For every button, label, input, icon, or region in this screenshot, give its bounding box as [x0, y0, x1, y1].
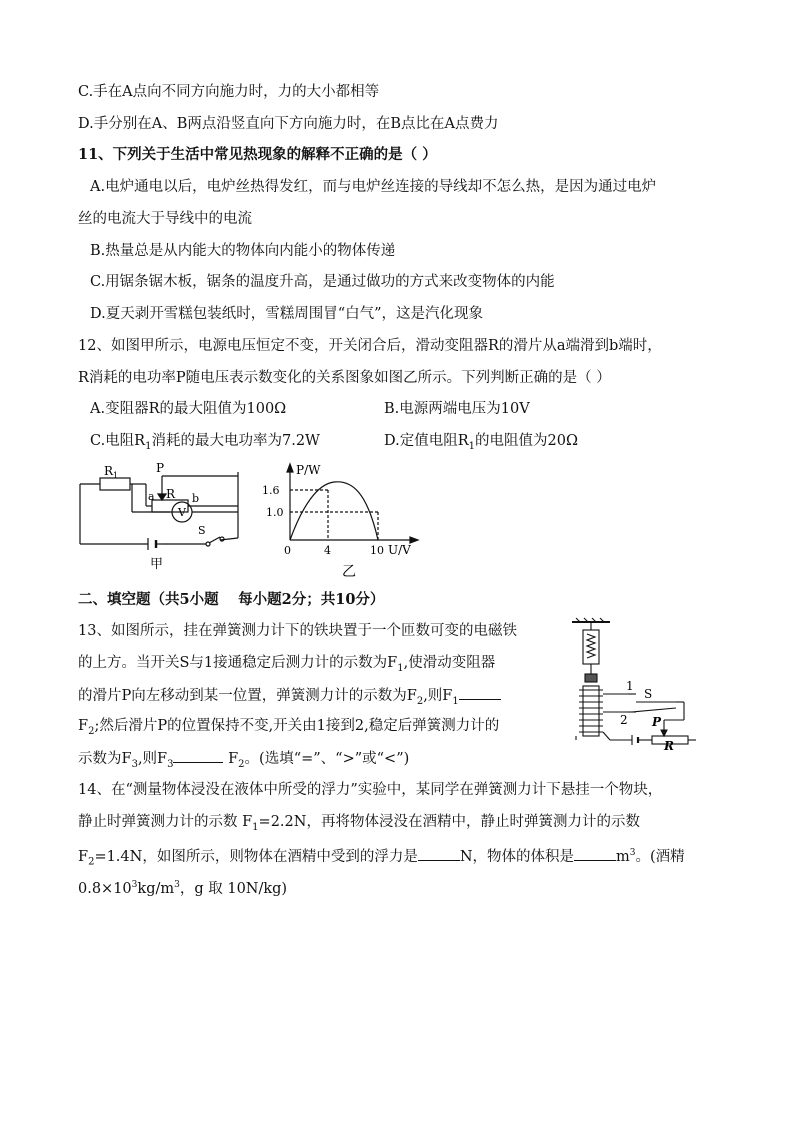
graph-x-tick-10: 10	[370, 544, 384, 557]
q13-blank-1[interactable]	[459, 685, 501, 700]
q12-option-b: B.电源两端电压为10V	[384, 401, 530, 417]
circuit-p-label: P	[156, 462, 165, 475]
q13-line4: $F_2$;然后滑片P的位置保持不变,开关由1接到2,稳定后弹簧测力计的	[78, 718, 500, 737]
q12-stem-line2: R消耗的电功率P随电压表示数变化的关系图象如图乙所示。下列判断正确的是（ ）	[78, 370, 611, 386]
q14-blank-1[interactable]	[418, 846, 460, 861]
q13-fig-label-2: 2	[620, 713, 628, 727]
q11-option-a-line1: A.电炉通电以后，电炉丝热得发红，而与电炉丝连接的导线却不怎么热，是因为通过电炉	[90, 179, 657, 195]
graph-x-tick-4: 4	[324, 544, 331, 557]
q14-line2: 静止时弹簧测力计的示数 $F_1=2.2N$，再将物体浸没在酒精中，静止时弹簧测力计的示数	[78, 814, 640, 833]
graph-caption: 乙	[342, 564, 356, 580]
section-2-title: 二、填空题（共5小题 每小题2分；共10分）	[78, 591, 385, 608]
q12-option-d: D.定值电阻$R_1$的电阻值为20Ω	[384, 433, 578, 452]
graph-ylabel: P/W	[296, 463, 321, 477]
q10-option-d: D.手分别在A、B两点沿竖直向下方向施力时，在B点比在A点费力	[78, 116, 499, 132]
q13-fig-label-1: 1	[626, 679, 634, 693]
q14-line3: $F_2=1.4N$，如图所示，则物体在酒精中受到的浮力是 N，物体的体积是 $m^3$。(酒精	[78, 843, 685, 873]
graph-xlabel: U/V	[388, 543, 411, 557]
q12-option-c: C.电阻$R_1$消耗的最大电功率为7.2W	[90, 433, 320, 452]
q14-line1: 14、在“测量物体浸没在液体中所受的浮力”实验中，某同学在弹簧测力计下悬挂一个物块，	[78, 782, 663, 798]
q13-fig-label-p: P	[652, 715, 662, 729]
circuit-b-label: b	[192, 492, 200, 505]
circuit-r-label: R	[166, 487, 176, 501]
q12-power-voltage-graph	[262, 462, 432, 582]
circuit-s-label: S	[198, 524, 206, 537]
q13-electromagnet-figure	[566, 616, 706, 751]
q13-line2: 的上方。当开关S与1接通稳定后测力计的示数为$F_1$,使滑动变阻器	[78, 655, 496, 674]
q11-option-d: D.夏天剥开雪糕包装纸时，雪糕周围冒“白气”，这是汽化现象	[90, 306, 484, 322]
graph-origin: 0	[284, 544, 291, 557]
q11-stem: 11、下列关于生活中常见热现象的解释不正确的是（ ）	[78, 146, 437, 163]
graph-y-tick-1-0: 1.0	[266, 506, 284, 519]
q13-line3: 的滑片P向左移动到某一位置，弹簧测力计的示数为$F_2$,则$F_1$	[78, 685, 501, 712]
q12-stem-line1: 12、如图甲所示，电源电压恒定不变，开关闭合后，滑动变阻器R的滑片从a端滑到b端时，	[78, 338, 662, 354]
q14-line4: $0.8\times 10^3kg/m^3$，g 取 10N/kg)	[78, 880, 288, 897]
q10-option-c: C.手在A点向不同方向施力时，力的大小都相等	[78, 84, 380, 100]
q11-option-b: B.热量总是从内能大的物体向内能小的物体传递	[90, 243, 396, 259]
q12-option-a: A.变阻器R的最大阻值为100Ω	[90, 401, 287, 417]
q13-line1: 13、如图所示，挂在弹簧测力计下的铁块置于一个匝数可变的电磁铁	[78, 623, 517, 639]
q13-line5: 示数为$F_3$,则$F_3$ $F_2$。(选填“=”、“>”或“<”)	[78, 748, 409, 775]
circuit-caption: 甲	[150, 557, 164, 572]
q12-circuit-diagram	[70, 462, 250, 574]
q13-fig-label-r: R	[664, 739, 674, 751]
q14-blank-2[interactable]	[574, 846, 616, 861]
power-curve	[290, 482, 378, 540]
circuit-v-label: V	[178, 506, 186, 519]
circuit-r1-label: $R_1$	[104, 464, 119, 480]
q11-option-c: C.用锯条锯木板，锯条的温度升高，是通过做功的方式来改变物体的内能	[90, 274, 555, 290]
circuit-a-label: a	[148, 490, 155, 503]
q13-blank-2[interactable]	[173, 748, 223, 763]
q11-option-a-line2: 丝的电流大于导线中的电流	[78, 211, 252, 227]
q13-fig-label-s: S	[644, 687, 653, 701]
graph-y-tick-1-6: 1.6	[262, 484, 280, 497]
